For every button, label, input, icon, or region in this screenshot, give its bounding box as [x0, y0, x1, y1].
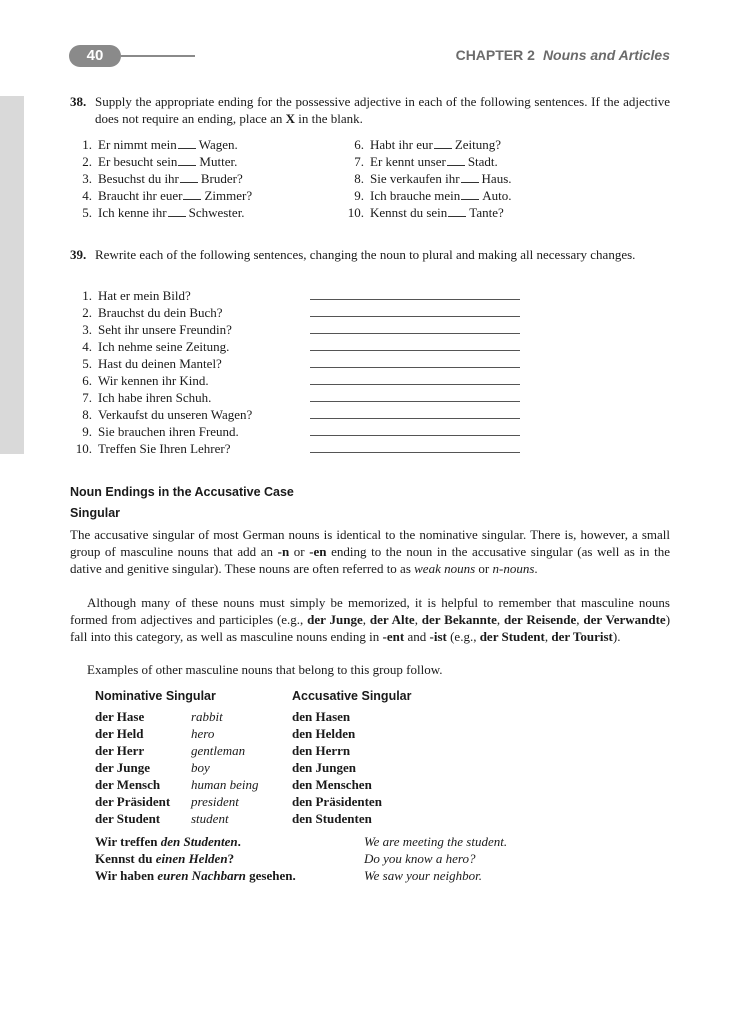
- ending-ent: -ent: [382, 629, 405, 644]
- text: or: [475, 561, 493, 576]
- example-sentence: [95, 833, 296, 850]
- answer-line[interactable]: [310, 435, 520, 436]
- example-word: der Tourist: [551, 629, 613, 644]
- item-text: Ich habe ihren Schuh.: [98, 390, 212, 405]
- item-number: 9.: [354, 188, 364, 203]
- list-item: [342, 187, 512, 204]
- example-word: der Verwandte: [583, 612, 666, 627]
- running-header: [456, 47, 670, 63]
- answer-line[interactable]: [310, 418, 520, 419]
- list-item: [70, 321, 252, 338]
- example-word: der Reisende: [504, 612, 577, 627]
- answer-line[interactable]: [310, 401, 520, 402]
- text: or: [289, 544, 310, 559]
- item-number: 7.: [82, 390, 92, 405]
- item-text: Besuchst du ihr: [98, 171, 179, 186]
- ending-en: -en: [309, 544, 327, 559]
- item-text: Brauchst du dein Buch?: [98, 305, 223, 320]
- translation: We saw your neighbor.: [364, 868, 482, 883]
- item-text: Treffen Sie Ihren Lehrer?: [98, 441, 231, 456]
- item-number: 8.: [82, 407, 92, 422]
- table-cell: den Studenten: [292, 811, 372, 826]
- item-text: Zeitung?: [454, 137, 502, 152]
- item-number: 5.: [82, 205, 92, 220]
- table-cell: boy: [191, 760, 210, 775]
- table-cell: human being: [191, 777, 259, 792]
- item-text: Bruder?: [200, 171, 243, 186]
- exercise-38: [70, 93, 670, 127]
- text: .: [534, 561, 538, 576]
- text: (e.g.,: [446, 629, 480, 644]
- item-number: 10.: [75, 441, 92, 456]
- item-text: Kennst du sein: [370, 205, 448, 220]
- list-item: [70, 338, 252, 355]
- item-text: Ich kenne ihr: [98, 205, 167, 220]
- item-number: 6.: [354, 137, 364, 152]
- text: Although many of these nouns must simply be memorized, it is helpful to remember that masculine nouns formed from adjectives and participles (e.g.,: [70, 595, 670, 627]
- text: Kennst du: [95, 851, 156, 866]
- item-number: 5.: [82, 356, 92, 371]
- exercise-38-right-column: [342, 136, 512, 221]
- page-number: 40: [69, 45, 121, 67]
- paragraph-1: [70, 526, 670, 577]
- item-text: Ich brauche mein: [370, 188, 461, 203]
- fill-blank[interactable]: [178, 137, 196, 149]
- answer-line[interactable]: [310, 299, 520, 300]
- item-text: Hast du deinen Mantel?: [98, 356, 222, 371]
- text: The accusative singular of most German nouns is identical to the nominative singular. There is, however, a small group of masculine nouns that add an: [70, 527, 670, 559]
- ending-ist: -ist: [429, 629, 447, 644]
- item-text: Habt ihr eur: [370, 137, 433, 152]
- list-item: [342, 204, 512, 221]
- table-cell: gentleman: [191, 743, 246, 758]
- item-text: Wir kennen ihr Kind.: [98, 373, 209, 388]
- list-item: [70, 423, 252, 440]
- column-header-accusative: Accusative Singular: [292, 689, 412, 703]
- fill-blank[interactable]: [447, 154, 465, 166]
- list-item: [70, 153, 252, 170]
- item-number: 3.: [82, 171, 92, 186]
- exercise-instruction: Rewrite each of the following sentences, changing the noun to plural and making all necessary changes.: [95, 247, 636, 262]
- list-item: [70, 204, 252, 221]
- column-header-nominative: Nominative Singular: [95, 689, 216, 703]
- text: Wir treffen: [95, 834, 161, 849]
- text: and: [404, 629, 430, 644]
- list-item: [70, 355, 252, 372]
- table-cell: der Student: [95, 811, 161, 826]
- exercise-39-list: [70, 287, 252, 457]
- item-text: Hat er mein Bild?: [98, 288, 191, 303]
- item-number: 4.: [82, 339, 92, 354]
- text: ).: [612, 629, 621, 644]
- section-heading: Noun Endings in the Accusative Case: [70, 485, 294, 499]
- table-cell: den Herrn: [292, 743, 351, 758]
- item-number: 6.: [82, 373, 92, 388]
- item-number: 4.: [82, 188, 92, 203]
- item-text: Braucht ihr euer: [98, 188, 183, 203]
- translation: We are meeting the student.: [364, 834, 508, 849]
- term-weak-nouns: weak nouns: [414, 561, 476, 576]
- answer-line[interactable]: [310, 367, 520, 368]
- example-word: der Alte: [369, 612, 415, 627]
- item-text: Zimmer?: [204, 188, 253, 203]
- fill-blank[interactable]: [180, 171, 198, 183]
- exercise-number: 38.: [70, 94, 87, 109]
- list-item: [70, 287, 252, 304]
- item-number: 3.: [82, 322, 92, 337]
- item-text: Sie brauchen ihren Freund.: [98, 424, 239, 439]
- text: ?: [227, 851, 235, 866]
- item-number: 2.: [82, 154, 92, 169]
- text: ending to the noun in the accusative singular (as well as in the dative and genitive singular). These nouns are often referred to as: [70, 544, 670, 576]
- fill-blank[interactable]: [183, 188, 201, 200]
- item-text: Sie verkaufen ihr: [370, 171, 460, 186]
- example-translations: [364, 833, 507, 884]
- example-sentence: [95, 850, 296, 867]
- instruction-x: X: [285, 111, 295, 126]
- chapter-title: Nouns and Articles: [542, 47, 670, 63]
- item-number: 1.: [82, 288, 92, 303]
- list-item: [70, 170, 252, 187]
- exercise-number: 39.: [70, 247, 87, 262]
- table-cell: den Menschen: [292, 777, 372, 792]
- example-word: der Student: [479, 629, 545, 644]
- list-item: [70, 372, 252, 389]
- ending-n: -n: [277, 544, 290, 559]
- item-number: 7.: [354, 154, 364, 169]
- text: .: [237, 834, 241, 849]
- fill-blank[interactable]: [168, 205, 186, 217]
- example-word: der Bekannte: [421, 612, 497, 627]
- gloss-column: [191, 708, 259, 827]
- item-text: Mutter.: [199, 154, 238, 169]
- table-cell: der Hase: [95, 709, 145, 724]
- exercise-39: [70, 246, 670, 263]
- item-text: Er kennt unser: [370, 154, 446, 169]
- table-cell: der Junge: [95, 760, 151, 775]
- list-item: [70, 136, 252, 153]
- item-number: 9.: [82, 424, 92, 439]
- table-cell: den Präsidenten: [292, 794, 382, 809]
- section-subheading: Singular: [70, 506, 121, 520]
- emphasis: den Studenten: [160, 834, 238, 849]
- accusative-column: [292, 708, 382, 827]
- text: ) fall into this category, as well as masculine nouns ending in: [70, 612, 671, 644]
- table-cell: der Held: [95, 726, 144, 741]
- item-text: Haus.: [481, 171, 512, 186]
- translation: Do you know a hero?: [364, 851, 476, 866]
- item-text: Er nimmt mein: [98, 137, 177, 152]
- example-sentences: [95, 833, 296, 884]
- answer-line[interactable]: [310, 350, 520, 351]
- table-cell: der Mensch: [95, 777, 161, 792]
- item-text: Stadt.: [467, 154, 498, 169]
- emphasis: einen Helden: [155, 851, 228, 866]
- item-text: Auto.: [482, 188, 512, 203]
- emphasis: euren Nachbarn: [157, 868, 246, 883]
- table-cell: den Helden: [292, 726, 356, 741]
- header-rule: [121, 55, 195, 57]
- table-cell: president: [191, 794, 239, 809]
- example-sentence: [95, 867, 296, 884]
- item-text: Seht ihr unsere Freundin?: [98, 322, 232, 337]
- list-item: [70, 440, 252, 457]
- paragraph-3: Examples of other masculine nouns that belong to this group follow.: [87, 662, 443, 677]
- nominative-column: [95, 708, 170, 827]
- instruction-text: Supply the appropriate ending for the possessive adjective in each of the following sentences. If the adjective does not require an ending, place an: [95, 94, 670, 126]
- text: gesehen.: [245, 868, 296, 883]
- table-cell: der Präsident: [95, 794, 171, 809]
- item-text: Er besucht sein: [98, 154, 178, 169]
- paragraph-2: Although many of these nouns must simply be memorized, it is helpful to remember that masculine nouns formed from adjectives and participles (e.g., der Junge, der Alte, der Bekannte, der Reisende, der Verwandte) fall into this category, as well as masculine nouns ending in -ent and -ist (e.g., der Student, der Tourist).: [70, 595, 671, 644]
- item-number: 1.: [82, 137, 92, 152]
- list-item: [70, 187, 252, 204]
- fill-blank[interactable]: [461, 188, 479, 200]
- exercise-38-left-column: [70, 136, 252, 221]
- list-item: [342, 170, 512, 187]
- table-cell: den Jungen: [292, 760, 356, 775]
- table-cell: den Hasen: [292, 709, 351, 724]
- item-text: Wagen.: [198, 137, 238, 152]
- item-text: Tante?: [469, 205, 504, 220]
- table-cell: der Herr: [95, 743, 145, 758]
- answer-line[interactable]: [310, 333, 520, 334]
- item-number: 2.: [82, 305, 92, 320]
- list-item: [70, 304, 252, 321]
- term-n-nouns: n-nouns: [492, 561, 535, 576]
- item-number: 10.: [347, 205, 364, 220]
- list-item: [342, 153, 512, 170]
- table-cell: hero: [191, 726, 215, 741]
- list-item: [342, 136, 512, 153]
- item-text: Verkaufst du unseren Wagen?: [98, 407, 253, 422]
- list-item: [70, 406, 252, 423]
- text: Wir haben: [95, 868, 158, 883]
- fill-blank[interactable]: [448, 205, 466, 217]
- table-cell: rabbit: [191, 709, 223, 724]
- answer-line[interactable]: [310, 452, 520, 453]
- fill-blank[interactable]: [434, 137, 452, 149]
- answer-line[interactable]: [310, 316, 520, 317]
- list-item: [70, 389, 252, 406]
- fill-blank[interactable]: [178, 154, 196, 166]
- exercise-instruction: [95, 93, 670, 127]
- page-edge-tab: [0, 96, 24, 454]
- instruction-text-end: in the blank.: [295, 111, 363, 126]
- item-text: Ich nehme seine Zeitung.: [98, 339, 230, 354]
- fill-blank[interactable]: [461, 171, 479, 183]
- example-word: der Junge: [307, 612, 363, 627]
- chapter-label: CHAPTER 2: [455, 47, 535, 63]
- item-number: 8.: [354, 171, 364, 186]
- answer-line[interactable]: [310, 384, 520, 385]
- table-cell: student: [191, 811, 229, 826]
- item-text: Schwester.: [188, 205, 245, 220]
